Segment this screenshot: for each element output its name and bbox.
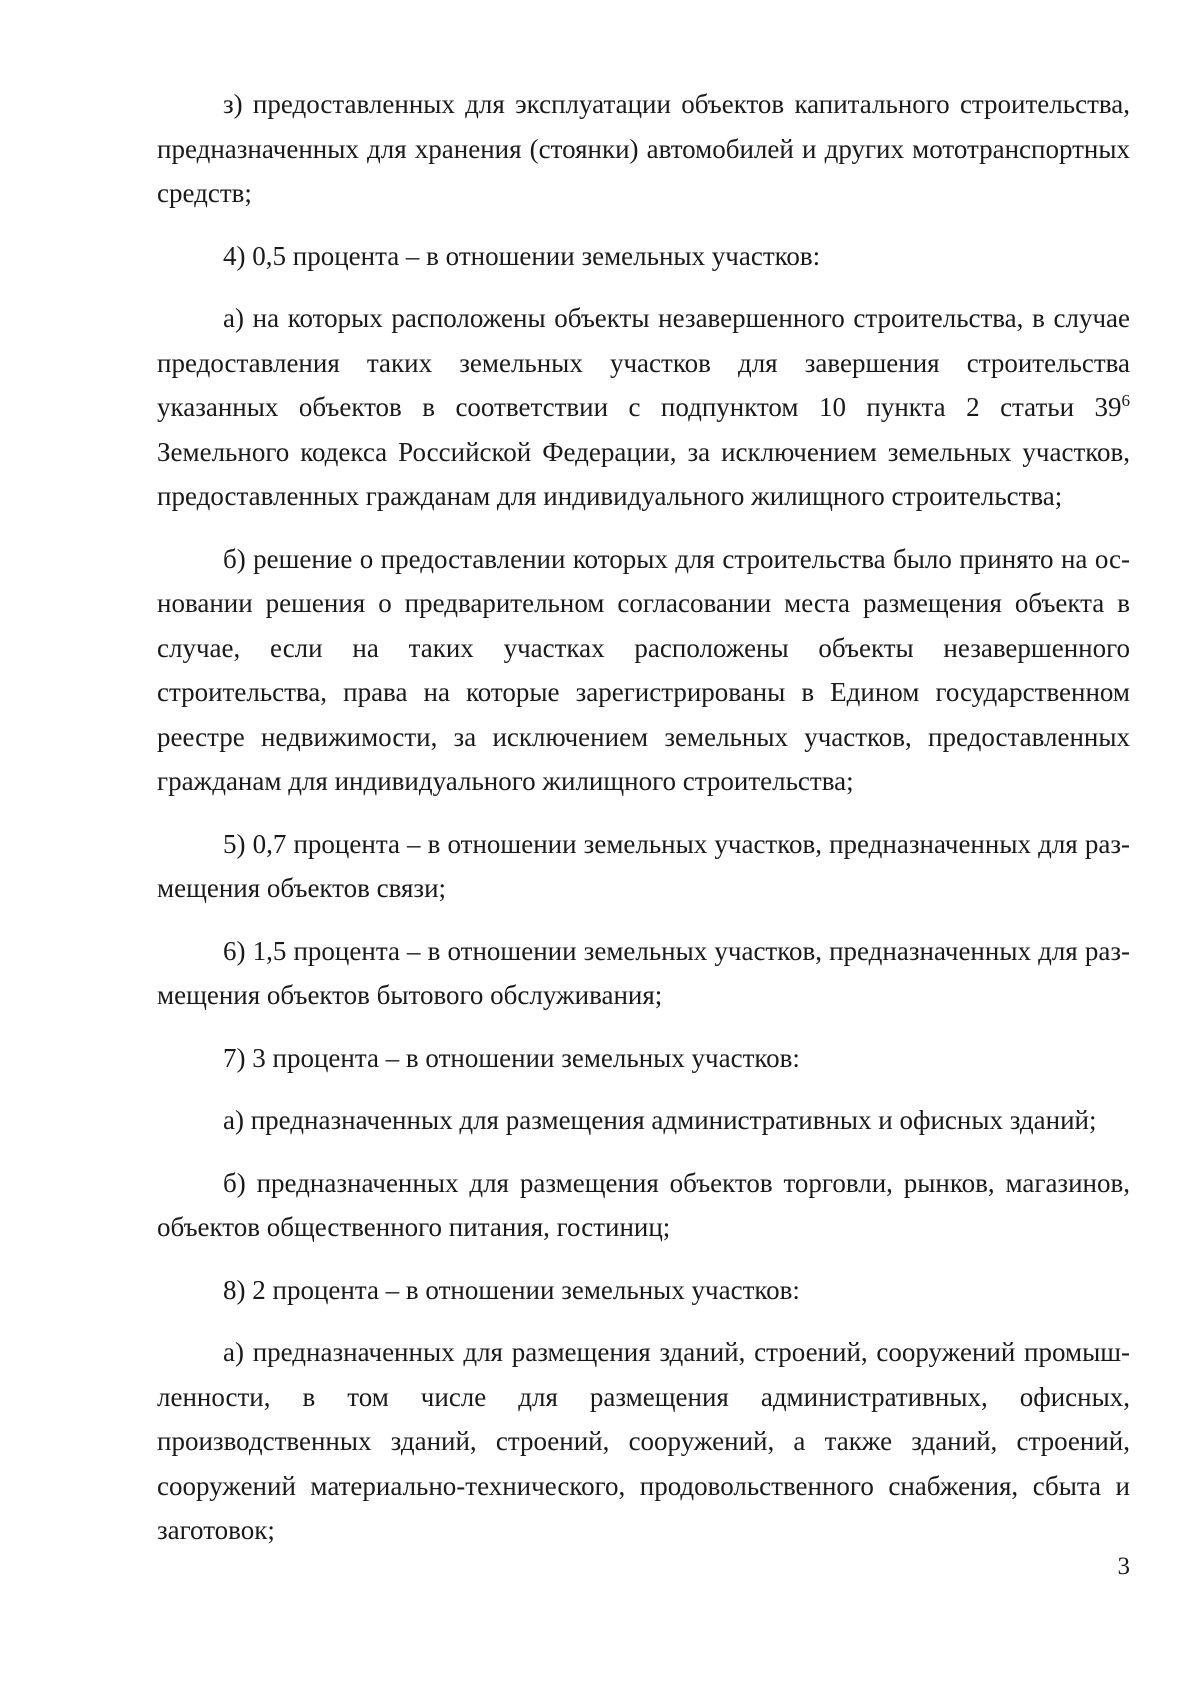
page-number: 3 [1117,1553,1130,1580]
paragraph-item-7: 7) 3 процента – в отношении земельных участков: [223,1042,800,1073]
paragraph-4a [157,296,1130,519]
paragraph-item-8: 8) 2 процента – в отношении земельных участков: [223,1274,800,1305]
paragraph-4b: б) решение о предоставлении которых для строительства было принято на основании решения о предварительном согласовании места размещения объекта в случае, если на таких участках расположены объекты незавершенного строительства, права на которые зарегистрированы в Едином государственном реестре недвижимости, за исключением земельных участков, предоставленных гражданам для индивидуального жилищного строительства; [157,543,1130,796]
article-superscript: 6 [1121,391,1130,410]
paragraph-7b: б) предназначенных для размещения объектов торговли, рынков, магазинов, объектов общественного питания, гостиниц; [157,1167,1130,1242]
paragraph-4a-text-before: а) на которых расположены объекты незавершенного строительства, в случае предоставления таких земельных участков для завершения строительства указанных объектов в соответствии с подпунктом 10 пункта 2 статьи 39 [157,303,1130,422]
paragraph-7a: а) предназначенных для размещения административных и офисных зданий; [223,1105,1097,1135]
paragraph-item-6: 6) 1,5 процента – в отношении земельных участков, предназначенных для размещения объектов бытового обслуживания; [157,935,1130,1010]
paragraph-4a-text-after: Земельного кодекса Российской Федерации, за исключением земельных участков, предоставленных гражданам для индивидуального жилищного строительства; [157,436,1130,511]
document-page [157,82,1130,1642]
paragraph-item-4: 4) 0,5 процента – в отношении земельных участков: [223,240,821,271]
paragraph-8a: а) предназначенных для размещения зданий, строений, сооружений промышленности, в том числе для размещения административных, офисных, производственных зданий, строений, сооружений, а также зданий, строений, сооружений материально-технического, продовольственного снабжения, сбыта и заготовок; [157,1337,1130,1545]
paragraph-item-5: 5) 0,7 процента – в отношении земельных участков, предназначенных для размещения объектов связи; [157,828,1130,903]
paragraph-3z: з) предоставленных для эксплуатации объектов капитального строительства, предназначенных для хранения (стоянки) автомобилей и других мототранспортных средств; [157,89,1130,208]
